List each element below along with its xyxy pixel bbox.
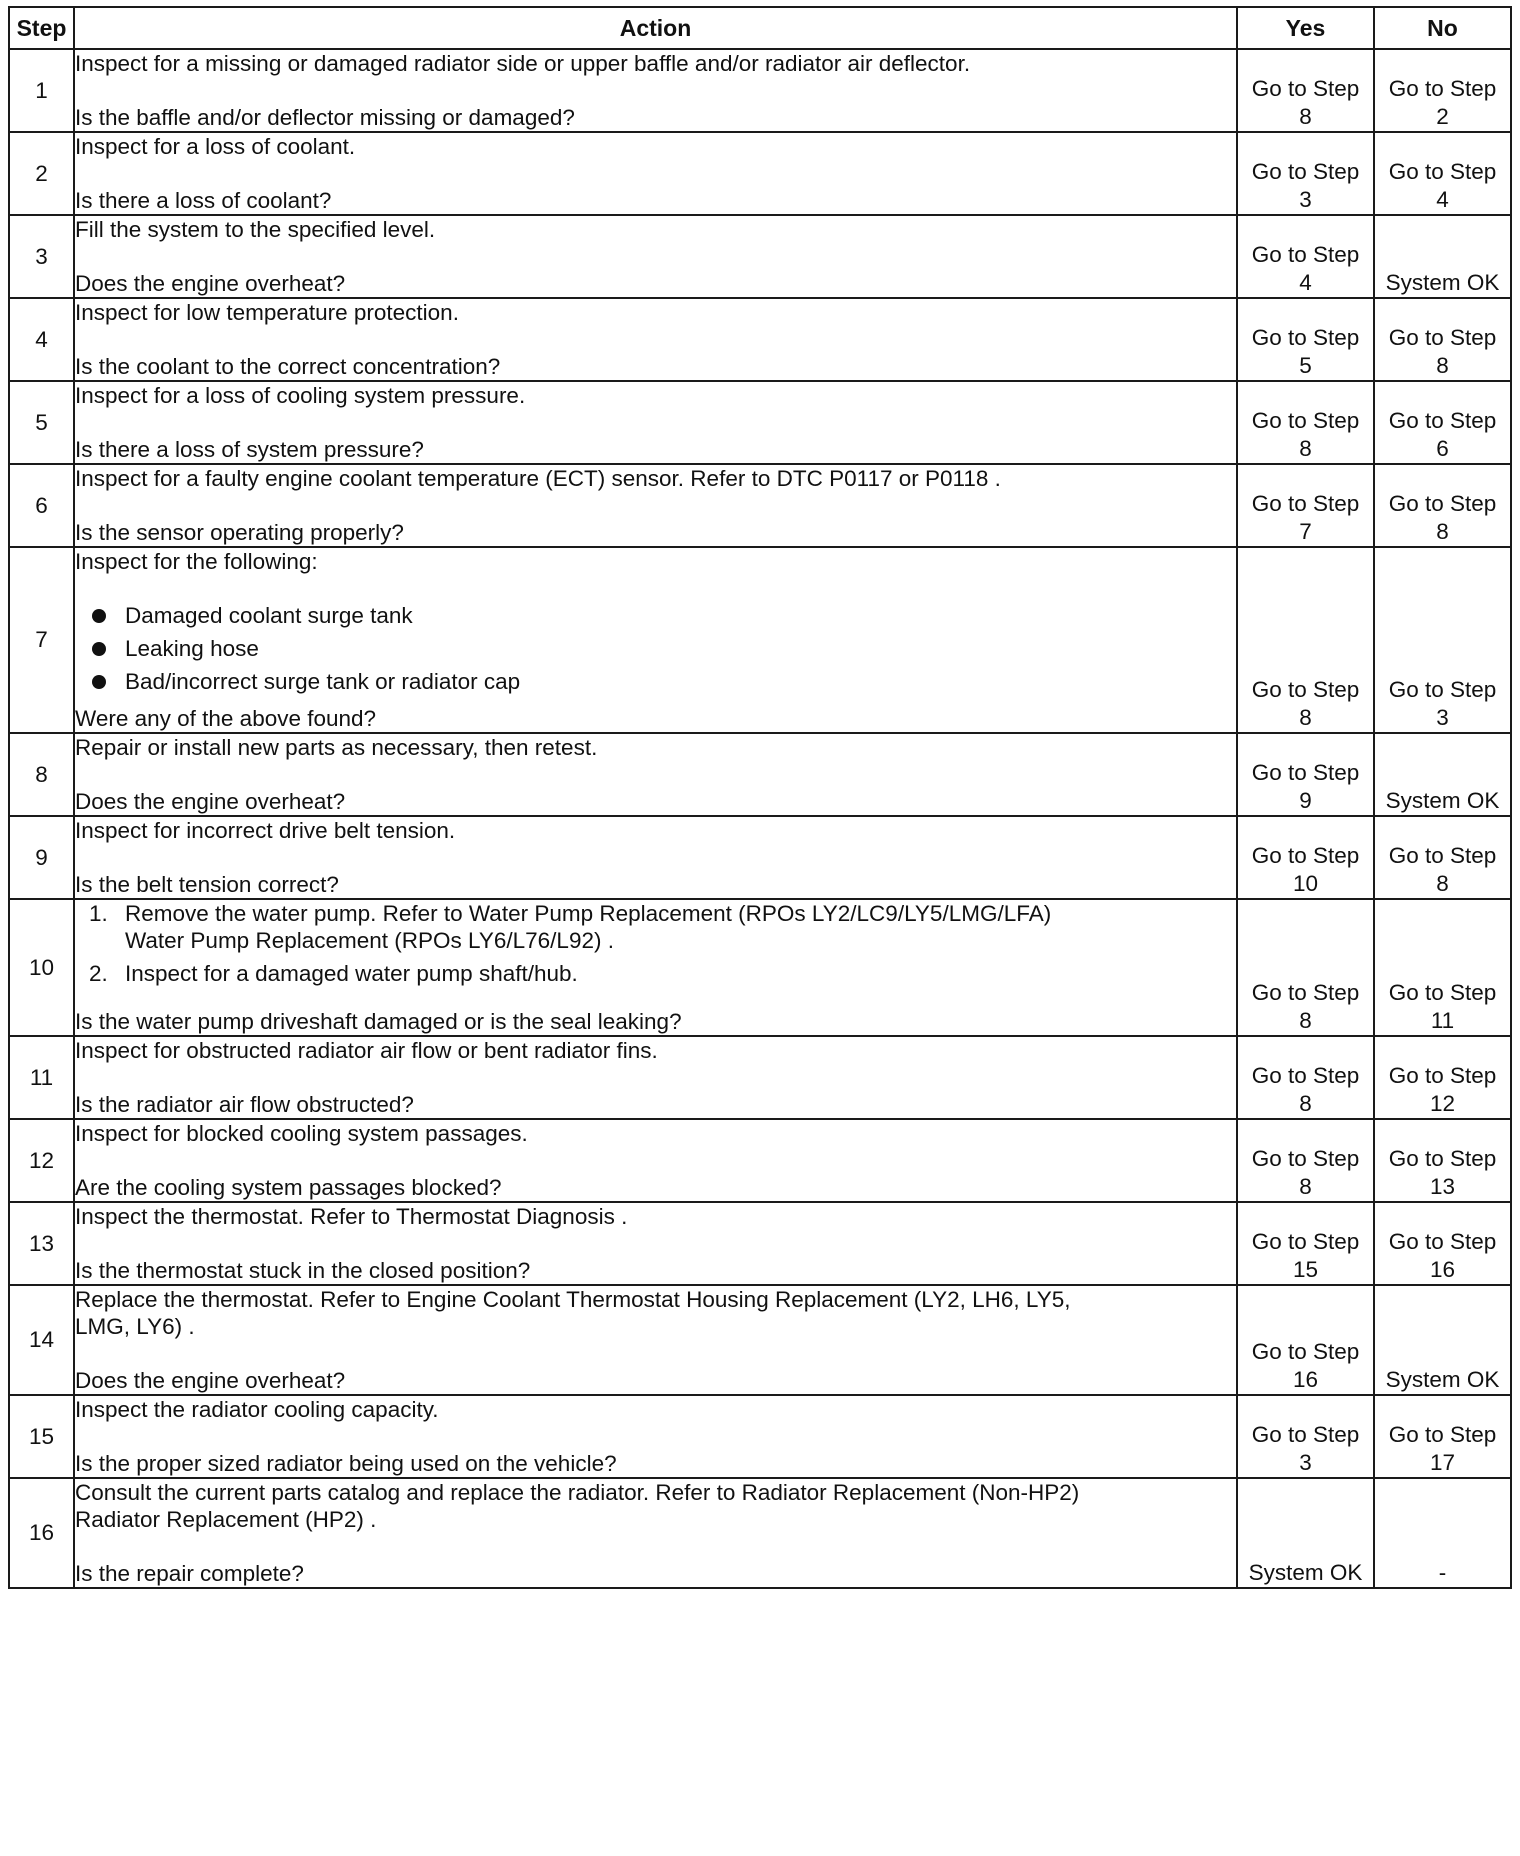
yes-result-text: 5	[1299, 353, 1312, 378]
instruction-text	[75, 1396, 1236, 1423]
table-row	[9, 1285, 1511, 1395]
yes-result-text: Go to Step	[1251, 1063, 1360, 1088]
instruction-line: Inspect for incorrect drive belt tension.	[75, 818, 456, 843]
step-number: 8	[9, 733, 74, 816]
step-number: 16	[9, 1478, 74, 1588]
item-text: Remove the water pump. Refer to Water Pump Replacement (RPOs LY2/LC9/LY5/LMG/LFA)	[125, 901, 1052, 926]
yes-result	[1237, 215, 1374, 298]
yes-result	[1237, 381, 1374, 464]
question-text: Does the engine overheat?	[75, 1368, 346, 1393]
action-cell	[74, 733, 1237, 816]
no-result	[1374, 547, 1511, 733]
numbered-list	[75, 900, 1236, 987]
yes-result-text: 8	[1299, 436, 1312, 461]
yes-result	[1237, 132, 1374, 215]
action-cell	[74, 464, 1237, 547]
table-row	[9, 381, 1511, 464]
bullet-item	[75, 635, 1236, 662]
question-text: Is the thermostat stuck in the closed position?	[75, 1258, 531, 1283]
no-result-text: Go to Step	[1388, 843, 1497, 868]
step-number: 4	[9, 298, 74, 381]
no-result-text: 13	[1429, 1174, 1456, 1199]
yes-result-text: 3	[1299, 187, 1312, 212]
no-result-text: Go to Step	[1388, 980, 1497, 1005]
step-number: 6	[9, 464, 74, 547]
step-number: 2	[9, 132, 74, 215]
table-row	[9, 215, 1511, 298]
item-text: Water Pump Replacement (RPOs LY6/L76/L92) .	[125, 928, 614, 953]
no-result	[1374, 1119, 1511, 1202]
yes-result-text: Go to Step	[1251, 760, 1360, 785]
yes-result	[1237, 1285, 1374, 1395]
numbered-item	[75, 900, 1236, 954]
question-text: Is there a loss of system pressure?	[75, 437, 424, 462]
bullet-dot-icon	[92, 642, 106, 656]
instruction-line: Fill the system to the specified level.	[75, 217, 436, 242]
no-result-text: 6	[1436, 436, 1449, 461]
no-result	[1374, 215, 1511, 298]
step-number: 9	[9, 816, 74, 899]
question-text: Is the sensor operating properly?	[75, 520, 404, 545]
action-cell	[74, 816, 1237, 899]
table-row	[9, 1036, 1511, 1119]
step-number: 13	[9, 1202, 74, 1285]
no-result	[1374, 1395, 1511, 1478]
header-step: Step	[9, 7, 74, 49]
no-result-text: 17	[1429, 1450, 1456, 1475]
table-row	[9, 1119, 1511, 1202]
yes-result	[1237, 1202, 1374, 1285]
step-number: 11	[9, 1036, 74, 1119]
instruction-line: Inspect the radiator cooling capacity.	[75, 1397, 439, 1422]
question-text: Is the coolant to the correct concentration?	[75, 354, 501, 379]
no-result-text: System OK	[1385, 270, 1500, 295]
instruction-text	[75, 1037, 1236, 1064]
instruction-text	[75, 1120, 1236, 1147]
yes-result-text: 15	[1292, 1257, 1319, 1282]
step-number: 15	[9, 1395, 74, 1478]
action-cell	[74, 1395, 1237, 1478]
instruction-text	[75, 548, 1236, 575]
instruction-text	[75, 734, 1236, 761]
instruction-line: Radiator Replacement (HP2) .	[75, 1507, 377, 1532]
question-text: Is the proper sized radiator being used on the vehicle?	[75, 1451, 617, 1476]
no-result-text: 8	[1436, 519, 1449, 544]
action-cell	[74, 1478, 1237, 1588]
yes-result	[1237, 899, 1374, 1036]
action-cell	[74, 1119, 1237, 1202]
table-row	[9, 464, 1511, 547]
yes-result-text: 3	[1299, 1450, 1312, 1475]
bullet-dot-icon	[92, 609, 106, 623]
yes-result	[1237, 464, 1374, 547]
yes-result-text: 8	[1299, 1091, 1312, 1116]
yes-result-text: System OK	[1248, 1560, 1363, 1585]
yes-result-text: Go to Step	[1251, 677, 1360, 702]
no-result	[1374, 298, 1511, 381]
no-result-text: 8	[1436, 871, 1449, 896]
instruction-line: LMG, LY6) .	[75, 1314, 195, 1339]
yes-result-text: 10	[1292, 871, 1319, 896]
yes-result-text: Go to Step	[1251, 1422, 1360, 1447]
yes-result-text: 8	[1299, 1174, 1312, 1199]
action-cell	[74, 215, 1237, 298]
table-row	[9, 733, 1511, 816]
no-result	[1374, 1478, 1511, 1588]
instruction-line: Replace the thermostat. Refer to Engine Coolant Thermostat Housing Replacement (LY2, LH6, LY5,	[75, 1287, 1071, 1312]
item-text: Inspect for a damaged water pump shaft/hub.	[125, 961, 578, 986]
instruction-line: Inspect the thermostat. Refer to Thermostat Diagnosis .	[75, 1204, 628, 1229]
action-cell	[74, 899, 1237, 1036]
yes-result-text: 7	[1299, 519, 1312, 544]
diagnostic-table-container	[8, 6, 1510, 1589]
no-result	[1374, 1202, 1511, 1285]
action-cell	[74, 298, 1237, 381]
question-text: Is there a loss of coolant?	[75, 188, 332, 213]
no-result-text: System OK	[1385, 788, 1500, 813]
no-result	[1374, 132, 1511, 215]
instruction-line: Inspect for the following:	[75, 549, 318, 574]
no-result-text: Go to Step	[1388, 76, 1497, 101]
no-result-text: Go to Step	[1388, 159, 1497, 184]
yes-result-text: 4	[1299, 270, 1312, 295]
action-cell	[74, 132, 1237, 215]
no-result	[1374, 381, 1511, 464]
bullet-dot-icon	[92, 675, 106, 689]
header-action: Action	[74, 7, 1237, 49]
no-result	[1374, 49, 1511, 132]
yes-result-text: Go to Step	[1251, 242, 1360, 267]
instruction-text	[75, 50, 1236, 77]
table-body	[9, 49, 1511, 1588]
table-row	[9, 1202, 1511, 1285]
yes-result	[1237, 1036, 1374, 1119]
table-row	[9, 1478, 1511, 1588]
action-cell	[74, 1036, 1237, 1119]
action-cell	[74, 49, 1237, 132]
item-number: 1.	[89, 901, 108, 926]
header-no: No	[1374, 7, 1511, 49]
no-result	[1374, 1285, 1511, 1395]
yes-result-text: Go to Step	[1251, 1339, 1360, 1364]
yes-result-text: 9	[1299, 788, 1312, 813]
no-result-text: Go to Step	[1388, 1146, 1497, 1171]
yes-result-text: Go to Step	[1251, 159, 1360, 184]
header-yes: Yes	[1237, 7, 1374, 49]
no-result-text: 11	[1430, 1008, 1455, 1033]
yes-result-text: Go to Step	[1251, 980, 1360, 1005]
yes-result	[1237, 298, 1374, 381]
bullet-text: Leaking hose	[125, 636, 259, 661]
table-row	[9, 1395, 1511, 1478]
no-result-text: Go to Step	[1388, 1229, 1497, 1254]
no-result	[1374, 899, 1511, 1036]
question-text: Were any of the above found?	[75, 706, 377, 731]
step-number: 3	[9, 215, 74, 298]
item-number: 2.	[89, 961, 108, 986]
instruction-line: Inspect for a faulty engine coolant temperature (ECT) sensor. Refer to DTC P0117 or P0118 .	[75, 466, 1001, 491]
question-text: Does the engine overheat?	[75, 789, 346, 814]
question-text: Is the belt tension correct?	[75, 872, 339, 897]
no-result-text: System OK	[1385, 1367, 1500, 1392]
yes-result	[1237, 1395, 1374, 1478]
numbered-item	[75, 960, 1236, 987]
yes-result-text: Go to Step	[1251, 491, 1360, 516]
table-row	[9, 547, 1511, 733]
question-text: Is the repair complete?	[75, 1561, 304, 1586]
instruction-line: Inspect for low temperature protection.	[75, 300, 459, 325]
instruction-text	[75, 817, 1236, 844]
no-result	[1374, 733, 1511, 816]
no-result-text: 8	[1436, 353, 1449, 378]
question-text: Is the water pump driveshaft damaged or is the seal leaking?	[75, 1009, 682, 1034]
yes-result	[1237, 1119, 1374, 1202]
bullet-list	[75, 602, 1236, 695]
bullet-text: Bad/incorrect surge tank or radiator cap	[125, 669, 521, 694]
yes-result-text: Go to Step	[1251, 1229, 1360, 1254]
yes-result-text: Go to Step	[1251, 1146, 1360, 1171]
table-row	[9, 132, 1511, 215]
no-result-text: Go to Step	[1388, 677, 1497, 702]
instruction-text	[75, 299, 1236, 326]
yes-result	[1237, 816, 1374, 899]
instruction-text	[75, 1203, 1236, 1230]
no-result-text: 12	[1429, 1091, 1456, 1116]
instruction-line: Inspect for obstructed radiator air flow or bent radiator fins.	[75, 1038, 658, 1063]
table-row	[9, 49, 1511, 132]
step-number: 12	[9, 1119, 74, 1202]
no-result-text: Go to Step	[1388, 1063, 1497, 1088]
bullet-item	[75, 668, 1236, 695]
no-result-text: Go to Step	[1388, 325, 1497, 350]
no-result-text: -	[1438, 1560, 1447, 1585]
no-result-text: Go to Step	[1388, 1422, 1497, 1447]
instruction-line: Repair or install new parts as necessary, then retest.	[75, 735, 598, 760]
yes-result	[1237, 49, 1374, 132]
header-row	[9, 7, 1511, 49]
step-number: 14	[9, 1285, 74, 1395]
question-text: Is the baffle and/or deflector missing or damaged?	[75, 105, 575, 130]
question-text: Is the radiator air flow obstructed?	[75, 1092, 414, 1117]
yes-result-text: Go to Step	[1251, 408, 1360, 433]
bullet-item	[75, 602, 1236, 629]
yes-result	[1237, 547, 1374, 733]
question-text: Does the engine overheat?	[75, 271, 346, 296]
action-cell	[74, 381, 1237, 464]
step-number: 7	[9, 547, 74, 733]
yes-result-text: 8	[1299, 705, 1312, 730]
table-row	[9, 298, 1511, 381]
table-row	[9, 816, 1511, 899]
instruction-text	[75, 1479, 1236, 1533]
no-result-text: Go to Step	[1388, 408, 1497, 433]
step-number: 1	[9, 49, 74, 132]
bullet-text: Damaged coolant surge tank	[125, 603, 413, 628]
yes-result	[1237, 733, 1374, 816]
yes-result-text: Go to Step	[1251, 325, 1360, 350]
no-result	[1374, 816, 1511, 899]
action-cell	[74, 547, 1237, 733]
yes-result-text: 16	[1292, 1367, 1319, 1392]
table-row	[9, 899, 1511, 1036]
instruction-text	[75, 133, 1236, 160]
action-cell	[74, 1285, 1237, 1395]
step-number: 10	[9, 899, 74, 1036]
no-result	[1374, 464, 1511, 547]
no-result	[1374, 1036, 1511, 1119]
question-text: Are the cooling system passages blocked?	[75, 1175, 502, 1200]
action-cell	[74, 1202, 1237, 1285]
no-result-text: 3	[1436, 705, 1449, 730]
instruction-text	[75, 465, 1236, 492]
yes-result-text: Go to Step	[1251, 843, 1360, 868]
instruction-line: Inspect for a missing or damaged radiator side or upper baffle and/or radiator air deflector.	[75, 51, 971, 76]
diagnostic-table	[8, 6, 1512, 1589]
step-number: 5	[9, 381, 74, 464]
yes-result-text: 8	[1299, 104, 1312, 129]
instruction-line: Inspect for a loss of cooling system pressure.	[75, 383, 526, 408]
yes-result-text: 8	[1299, 1008, 1312, 1033]
instruction-line: Consult the current parts catalog and replace the radiator. Refer to Radiator Replacement (Non-HP2)	[75, 1480, 1080, 1505]
no-result-text: 16	[1429, 1257, 1456, 1282]
no-result-text: 4	[1436, 187, 1449, 212]
no-result-text: 2	[1436, 104, 1449, 129]
yes-result-text: Go to Step	[1251, 76, 1360, 101]
instruction-text	[75, 1286, 1236, 1340]
instruction-line: Inspect for a loss of coolant.	[75, 134, 356, 159]
instruction-line: Inspect for blocked cooling system passages.	[75, 1121, 528, 1146]
no-result-text: Go to Step	[1388, 491, 1497, 516]
yes-result	[1237, 1478, 1374, 1588]
instruction-text	[75, 382, 1236, 409]
instruction-text	[75, 216, 1236, 243]
